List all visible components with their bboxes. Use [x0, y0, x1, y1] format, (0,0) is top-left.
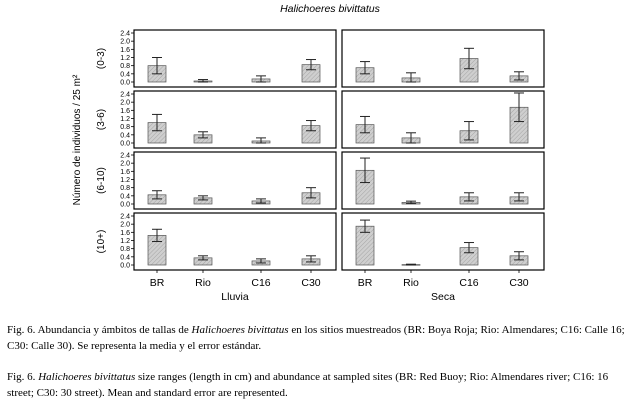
column-label: Lluvia: [221, 291, 249, 300]
y-tick-label: 0.8: [120, 185, 130, 193]
y-tick-label: 0.8: [120, 246, 130, 254]
caption-en-prefix: Fig. 6.: [7, 371, 39, 383]
y-tick-label: 0.8: [120, 63, 130, 71]
caption-en-species: Halichoeres bivittatus: [38, 371, 136, 383]
caption-es-rest: en los sitios muestreados (BR: Boya Roja; Rio: Almendares; C16: Calle 16; C30: Calle 30). Se representa la media y el error estándar.: [7, 324, 625, 352]
panels-group: [96, 30, 544, 300]
row-label: (3-6): [96, 108, 107, 131]
x-tick-label: BR: [149, 277, 165, 289]
column-label: Seca: [431, 291, 455, 300]
chart-title: Halichoeres bivittatus: [280, 3, 380, 15]
x-tick-label: Rio: [195, 277, 211, 289]
x-tick-label: BR: [357, 277, 373, 289]
y-tick-label: 1.2: [120, 177, 130, 184]
caption-en-rest: size ranges (length in cm) and abundance at sampled sites (BR: Red Buoy; Rio: Almendares river; C16: 16 street; C30: 30 street). Mean and standard error are represented.: [7, 371, 609, 399]
caption-es-prefix: Fig. 6. Abundancia y ámbitos de tallas de: [7, 324, 192, 336]
y-tick-label: 2.4: [120, 152, 130, 160]
y-tick-label: 1.6: [120, 168, 130, 176]
x-tick-label: C16: [459, 277, 479, 289]
y-tick-label: 0.4: [120, 254, 130, 262]
row-label: (0-3): [96, 47, 107, 70]
caption-spanish: [7, 322, 625, 354]
caption-english: [7, 369, 625, 401]
y-tick-label: 0.0: [120, 262, 130, 270]
y-tick-label: 2.0: [120, 99, 130, 107]
x-tick-label: C30: [509, 277, 529, 289]
x-tick-label: C16: [251, 277, 271, 289]
y-axis-label: Número de individuos / 25 m²: [72, 74, 83, 206]
y-tick-label: 2.0: [120, 221, 130, 229]
y-tick-label: 2.4: [120, 30, 130, 38]
y-tick-label: 0.8: [120, 124, 130, 132]
y-tick-label: 0.4: [120, 193, 130, 201]
y-tick-label: 2.4: [120, 213, 130, 221]
caption-es-species: Halichoeres bivittatus: [191, 324, 289, 336]
y-tick-label: 1.6: [120, 107, 130, 115]
y-tick-label: 0.4: [120, 132, 130, 140]
y-tick-label: 0.0: [120, 201, 130, 209]
y-tick-label: 1.2: [120, 238, 130, 245]
y-tick-label: 0.0: [120, 79, 130, 87]
y-tick-label: 2.0: [120, 160, 130, 168]
x-tick-label: C30: [301, 277, 321, 289]
y-tick-label: 2.0: [120, 38, 130, 46]
y-tick-label: 1.2: [120, 55, 130, 62]
y-tick-label: 1.6: [120, 46, 130, 54]
row-label: (10+): [96, 229, 107, 254]
row-label: (6-10): [96, 167, 107, 194]
y-tick-label: 0.4: [120, 71, 130, 79]
y-tick-label: 2.4: [120, 91, 130, 99]
y-tick-label: 1.6: [120, 229, 130, 237]
y-tick-label: 1.2: [120, 116, 130, 123]
y-tick-label: 0.0: [120, 140, 130, 148]
x-tick-label: Rio: [403, 277, 419, 289]
